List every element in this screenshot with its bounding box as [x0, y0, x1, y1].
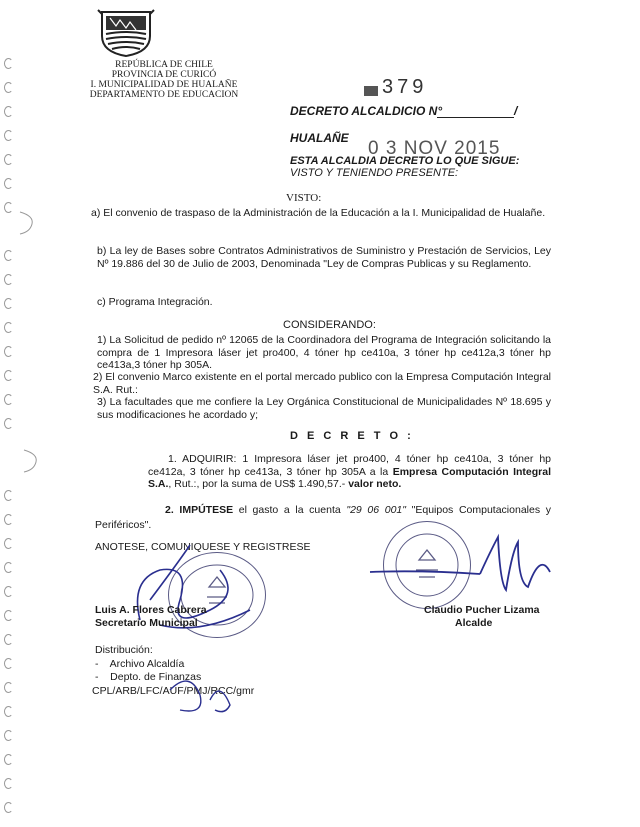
- adquirir-label: 1. ADQUIRIR:: [168, 453, 237, 465]
- considerando-item: 2) El convenio Marco existente en el portal mercado publico con la Empresa Computación Integral S.A. Rut.:: [93, 371, 551, 396]
- header-line: I. MUNICIPALIDAD DE HUALAÑE: [90, 80, 238, 90]
- considerando-heading: CONSIDERANDO:: [283, 319, 376, 331]
- binder-hole: [4, 82, 13, 93]
- mayor-name: Claudio Pucher Lizama: [424, 604, 540, 616]
- decreto-heading: D E C R E T O :: [290, 430, 414, 442]
- binder-hole: [4, 562, 13, 573]
- imputese-label: 2. IMPÚTESE: [165, 504, 234, 516]
- punch-mark: [22, 446, 44, 476]
- mayor-signature: [360, 532, 560, 612]
- secretary-title: Secretario Municipal: [95, 617, 198, 629]
- binder-hole: [4, 778, 13, 789]
- seal-text: [384, 522, 385, 523]
- binder-hole: [4, 634, 13, 645]
- mayor-title: Alcalde: [455, 617, 493, 629]
- header-line: DEPARTAMENTO DE EDUCACION: [89, 90, 239, 100]
- binder-hole: [4, 394, 13, 405]
- purchase-sum: , por la suma de US$ 1.490,57.-: [196, 478, 346, 491]
- binder-hole: [4, 514, 13, 525]
- binder-hole: [4, 346, 13, 357]
- distribution-item: - Depto. de Finanzas: [95, 671, 202, 683]
- punch-mark: [18, 208, 40, 238]
- stamp-mark: [364, 86, 378, 96]
- binder-hole: [4, 130, 13, 141]
- valor-neto: valor neto.: [345, 478, 402, 491]
- binder-hole: [4, 706, 13, 717]
- binder-hole: [4, 418, 13, 429]
- decree-title: DECRETO ALCALDICIO N°: [290, 104, 443, 118]
- binder-hole: [4, 490, 13, 501]
- binder-hole: [4, 658, 13, 669]
- closing-formula: ANOTESE, COMUNIQUESE Y REGISTRESE: [95, 541, 311, 553]
- binder-hole: [4, 274, 13, 285]
- institution-header: [84, 60, 244, 100]
- visto-item: c) Programa Integración.: [97, 296, 213, 308]
- binder-hole: [4, 58, 13, 69]
- binder-hole: [4, 682, 13, 693]
- decree-intro: ESTA ALCALDIA DECRETO LO QUE SIGUE:: [290, 155, 520, 167]
- secretary-name: Luis A. Flores Cabrera: [95, 604, 207, 616]
- decree-slash: /: [514, 104, 518, 118]
- account-description: "Equipos Computacionales y Periféricos".: [95, 504, 551, 531]
- initials-line: CPL/ARB/LFC/AUF/PMJ/RCC/gmr: [92, 685, 255, 697]
- date-stamp: 0 3 NOV 2015: [368, 138, 501, 159]
- decree-number-line: [437, 117, 514, 118]
- visto-teniendo: VISTO Y TENIENDO PRESENTE:: [290, 167, 459, 179]
- distribution-item: - Archivo Alcaldía: [95, 658, 185, 670]
- binder-hole: [4, 322, 13, 333]
- budget-account: "29 06 001": [346, 504, 406, 516]
- imputese-text: el gasto a la cuenta: [233, 504, 347, 516]
- company-name: Empresa Computación Integral S.A.: [148, 465, 551, 491]
- binder-hole: [4, 298, 13, 309]
- visto-heading: VISTO:: [286, 192, 322, 204]
- binder-hole: [4, 178, 13, 189]
- binder-hole: [4, 370, 13, 381]
- adquirir-text: 1 Impresora láser jet pro400, 4 tóner hp ce410a, 3 tóner hp ce412a, 3 tóner hp ce413a, 3 tóner hp 305A a la: [148, 453, 551, 478]
- binder-hole: [4, 202, 13, 213]
- binder-hole: [4, 538, 13, 549]
- decreto-item-2: [95, 503, 551, 533]
- handwritten-initials: [150, 660, 250, 720]
- header-line: REPÚBLICA DE CHILE: [115, 60, 213, 70]
- binder-hole: [4, 730, 13, 741]
- considerando-item: 3) La facultades que me confiere la Ley Orgánica Constitucional de Municipalidades Nº 18.695 y sus modificaciones he acordado y;: [97, 396, 551, 421]
- considerando-item: 1) La Solicitud de pedido nº 12065 de la Coordinadora del Programa de Integración solicitando la compra de 1 Impresora láser jet pro400, 4 tóner hp ce410a, 3 tóner hp ce412a,3 tóner hp ce413a,3 tóner hp 305A.: [97, 334, 551, 372]
- header-line: PROVINCIA DE CURICÓ: [111, 70, 217, 80]
- decree-place: HUALAÑE: [290, 131, 349, 145]
- company-rut: , Rut.:: [168, 478, 197, 491]
- distribution-heading: Distribución:: [95, 644, 153, 656]
- binder-hole: [4, 754, 13, 765]
- binder-holes: [4, 0, 16, 827]
- municipal-crest-icon: [96, 6, 156, 58]
- binder-hole: [4, 250, 13, 261]
- binder-hole: [4, 106, 13, 117]
- binder-hole: [4, 610, 13, 621]
- binder-hole: [4, 802, 13, 813]
- visto-item: a) El convenio de traspaso de la Administración de la Educación a la I. Municipalidad de Hualañe.: [91, 207, 546, 219]
- decreto-item-1: [148, 453, 551, 491]
- binder-hole: [4, 586, 13, 597]
- visto-item: b) La ley de Bases sobre Contratos Administrativos de Suministro y Prestación de Servicios, Ley Nº 19.886 del 30 de Julio de 2003, Denominada "Ley de Compras Publicas y su Reglamento.: [97, 245, 551, 270]
- binder-hole: [4, 154, 13, 165]
- decree-number-stamp: 379: [382, 76, 428, 98]
